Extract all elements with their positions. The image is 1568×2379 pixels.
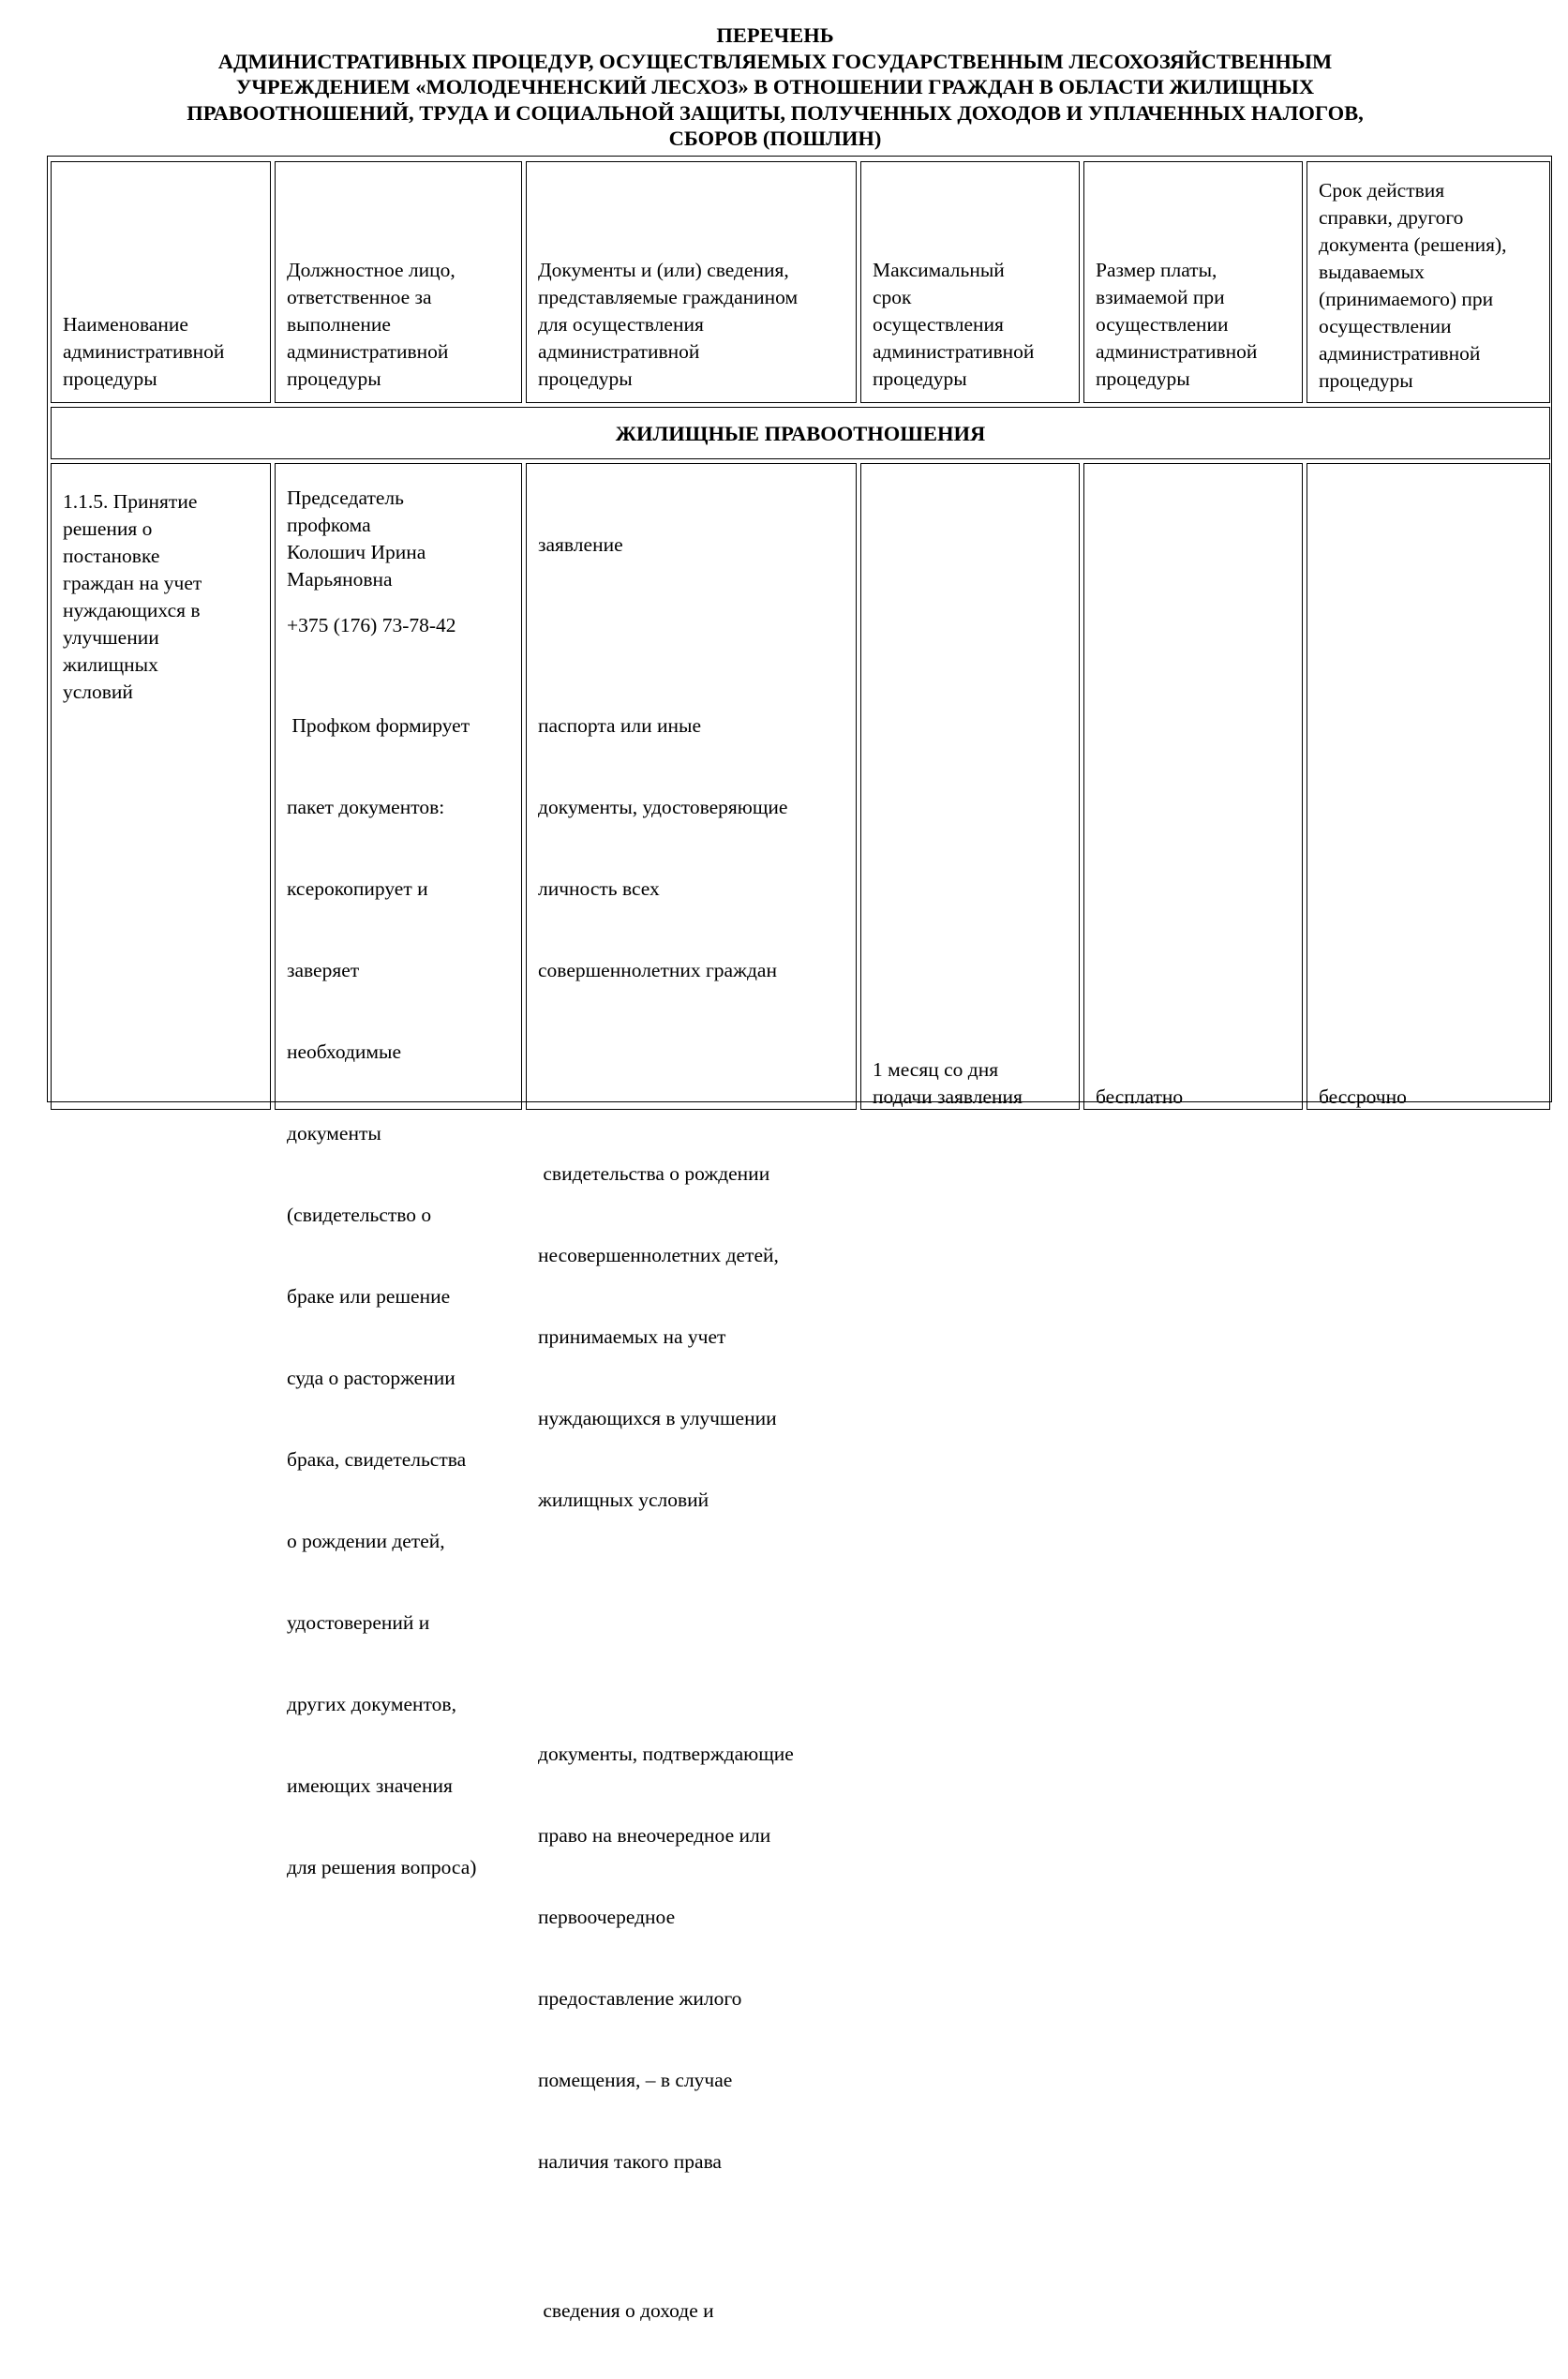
procedures-table (47, 156, 1552, 2322)
doc-birth-certificates: свидетельства о рождении несовершеннолетних детей, принимаемых на учет нуждающихся в улучшении жилищных условий (538, 1162, 779, 1511)
cell-validity: бессрочно (1307, 463, 1550, 1110)
doc-application: заявление (538, 533, 623, 556)
doc-priority-right: документы, подтверждающие право на внеочередное или первоочередное предоставление жилого помещения, – в случае наличия такого права (538, 1743, 794, 2173)
title-line: СБОРОВ (ПОШЛИН) (668, 127, 882, 150)
title-line: АДМИНИСТРАТИВНЫХ ПРОЦЕДУР, ОСУЩЕСТВЛЯЕМЫХ ГОСУДАРСТВЕННЫМ ЛЕСОХОЗЯЙСТВЕННЫМ (217, 49, 1333, 73)
cell-max-term: 1 месяц со дня подачи заявления (860, 463, 1080, 1110)
cell-documents (526, 463, 857, 2322)
title-line: УЧРЕЖДЕНИЕМ «МОЛОДЕЧНЕНСКИЙ ЛЕСХОЗ» В ОТНОШЕНИИ ГРАЖДАН В ОБЛАСТИ ЖИЛИЩНЫХ (235, 75, 1315, 98)
section-housing: ЖИЛИЩНЫЕ ПРАВООТНОШЕНИЯ (51, 407, 1550, 459)
official-name: Председатель профкома Колошич Ирина Марьяновна (287, 486, 426, 591)
doc-income-info: сведения о доходе и (538, 2299, 714, 2322)
title-line: ПРАВООТНОШЕНИЙ, ТРУДА И СОЦИАЛЬНОЙ ЗАЩИТЫ, ПОЛУЧЕННЫХ ДОХОДОВ И УПЛАЧЕННЫХ НАЛОГОВ, (187, 100, 1364, 125)
header-documents: Документы и (или) сведения, представляемые гражданином для осуществления административной процедуры (526, 161, 857, 403)
cell-official (275, 463, 522, 1878)
official-phone: +375 (176) 73-78-42 (287, 614, 456, 636)
header-fee: Размер платы, взимаемой при осуществлении административной процедуры (1083, 161, 1303, 403)
header-procedure-name: Наименование административной процедуры (51, 161, 271, 403)
page-title (49, 22, 1501, 152)
official-note: Профком формирует пакет документов: ксерокопирует и заверяет необходимые документы (свидетельство о браке или решение суда о расторжении брака, свидетельства о рождении детей, удостоверений и других документов, имеющих значения для решения вопроса) (287, 714, 477, 1878)
header-responsible-official: Должностное лицо, ответственное за выполнение административной процедуры (275, 161, 522, 403)
title-line: ПЕРЕЧЕНЬ (716, 23, 834, 47)
cell-procedure: 1.1.5. Принятие решения о постановке граждан на учет нуждающихся в улучшении жилищных условий (51, 463, 271, 1110)
header-max-term: Максимальный срок осуществления административной процедуры (860, 161, 1080, 403)
cell-fee: бесплатно (1083, 463, 1303, 1110)
header-validity: Срок действия справки, другого документа (решения), выдаваемых (принимаемого) при осуществлении административной процедуры (1307, 161, 1550, 403)
doc-passports: паспорта или иные документы, удостоверяющие личность всех совершеннолетних граждан (538, 714, 788, 981)
